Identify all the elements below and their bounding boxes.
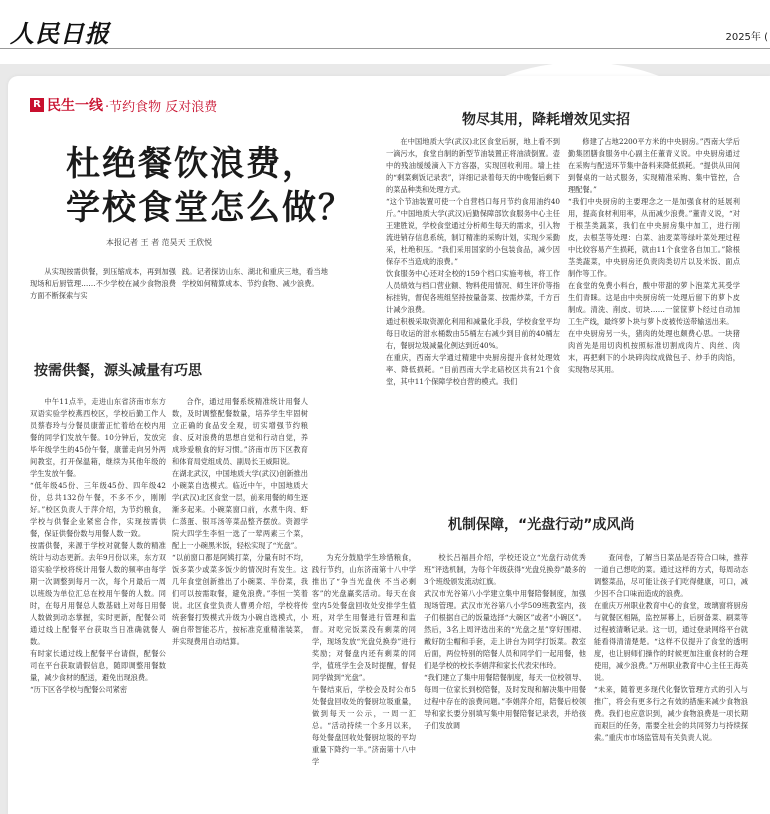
banner-topic: ·节约食物 反对浪费 — [105, 99, 218, 115]
section2-col1: 在中国地质大学(武汉)北区食堂后厨，地上看不到一滴污水，食堂自制的新型节油装置正将油渍倒置。壶中的残油缓缓滴入下方容器，实现回收利用。墙上挂的“剩菜剩饭记录表”，详细记录着每天的中晚餐后剩下的菜品种类和处理方式。 “这个节油装置可使一个自营档口每月节约食用油约40斤。”中国地质大学(武汉)后勤保障部饮食服务中心主任王建胜说，学校食堂通过分析师生每天的需求，引入物流进销存信息系统，制订精准的采购计划，实现少采勤采，杜绝积压。“我们采用国家的小包装食品，减少因保存不当造成的浪费。” 饮食服务中心还对全校的159个档口实施考核，将工作人员绩效与档口营业额、物料使用情况、师生评价等指标挂钩，督促各班组坚持按量备菜、按需炒菜，千方百计减少浪费。 通过积极采取资源化利用和减量化手段，学校食堂平均每日收运的泔水桶数由55桶左右减少到目前的40桶左右，餐厨垃圾减量化例达到近40%。 在重庆，西南大学通过精建中央厨房提升食材处理效率、降低损耗。“目前西南大学北碚校区共有21个食堂，其中11个保障学校自营的模式。我们 — [386, 137, 560, 386]
section1-col3: 为充分鼓励学生珍惜粮食，践行节约，山东济南第十八中学推出了“争当光盘侠 不当必剩客”的光盘赢奖活动。每天在食堂内5处餐盘回收处安排学生值班，对学生用餐进行管理和监督。对吃完饭菜没有剩菜的同学，现场发放“光盘兑换券”进行奖励；对餐盘内还有剩菜的同学，值班学生会及时提醒，督促同学做到“光盘”。 午餐结束后，学校会及时公布5处餐盘回收处的餐厨垃圾重量，做到每天一公示，一周一汇总。“活动持续一个多月以来，每处餐盘回收处餐厨垃圾的平均重量下降约一半。”济南第十八中学 — [312, 553, 416, 766]
section3-col1: 校长吕福昌介绍，学校还设立“光盘行动优秀班”评选机制，为每个年级获得“光盘兑换券”最多的3个班级颁发流动红旗。 武汉市光谷第八小学建立集中用餐陪餐制度，加强现场管理。武汉市光谷第八小学509班教室内，孩子们根据自己的饭量选择“大碗区”或者“小碗区”。然后，3名上周评选出来的“光盘之星”穿好围裙、戴好防尘帽和手套，走上讲台为同学打饭菜。教室后面，两位特别的陪餐人员和同学们一起用餐，他们是学校的校长李娟萍和家长代表宋伟玲。 “我们建立了集中用餐陪餐制度，每天一位校领导、每周一位家长到校陪餐，及时发现和解决集中用餐过程中存在的浪费问题。”李娟萍介绍，陪餐后校领导和家长要分别填写集中用餐陪餐记录表，并给孩子们发放调 — [424, 553, 586, 730]
headline-line1: 杜绝餐饮浪费， — [66, 144, 318, 184]
newspaper-logo: 人民日报 — [10, 19, 110, 48]
issue-date: 2025年 ( — [725, 32, 768, 43]
masthead — [0, 0, 770, 64]
lead-col2: 践。记者探访山东、湖北和重庆三地，看当地学校如何精算成本、节约食物、减少浪费。 — [182, 267, 328, 288]
section2-title: 物尽其用，降耗增效见实招 — [462, 112, 630, 128]
byline: 本报记者 王 者 范昊天 王欣悦 — [106, 238, 213, 247]
section3-col2: 查问卷，了解当日菜品是否符合口味，推荐一道自己想吃的菜。通过这样的方式，每周动态调整菜品，尽可能让孩子们吃得健康，可口，减少因不合口味而造成的浪费。 在重庆万州职业教育中心的食堂，玻璃窗将厨房与就餐区相隔，监控屏幕上，后厨备菜、刷菜等过程被清晰记录。这一切，通过登录网络平台就能看得清清楚楚。“这样不仅提升了食堂的透明度，也让厨师们操作的时候更加注重食材的合理使用，减少浪费。”万州职业教育中心主任王海英说。 “未来，随着更多现代化餐饮管理方式的引入与推广，将会有更多行之有效的措施来减少食物浪费。我们也应意识到，减少食物浪费是一项长期而艰巨的任务，需要全社会的共同努力与持续探索。”重庆市市场监管局有关负责人说。 — [594, 553, 748, 742]
section1-col2: 合作，通过用餐系统精准统计用餐人数，及时调整配餐数量，培养学生牢固树立正确的食品安全观，切实增强节约粮食、反对浪费的思想自觉和行动自觉，养成珍爱粮食的好习惯。”济南市历下区教育和体育局党组成员、副局长王威阳说。 在湖北武汉，中国地质大学(武汉)创新推出小碗菜自选模式。临近中午，中国地质大学(武汉)北区食堂一层，前来用餐的师生逐渐多起来。小碗菜窗口前，水煮牛肉、虾仁蒸蛋、银耳汤等菜品整齐摆放。资源学院大四学生李恒一选了一荤两素三个菜，配上一小碗黑米饭，轻松实现了“光盘”。 “以前窗口都是阿姨打菜，分量有时不均，饭多菜少或菜多饭少的情况时有发生。这几年食堂创新推出了小碗菜、半份菜，我们可以按需取餐，避免浪费。”李恒一笑着说。北区食堂负责人曹勇介绍，学校将传统套餐打毁模式升级为小碗自选模式，小碗自带智能芯片，按标准克重精准装菜，并实现费用自动结算。 — [172, 397, 308, 646]
section3-title: 机制保障，“光盘行动”成风尚 — [448, 517, 635, 533]
section1-col1: 中午11点半，走进山东省济南市东方双语实验学校燕西校区，学校后勤工作人员蔡春玲与分餐员康蕾正忙着给在校内用餐的同学们发放午餐。10分钟后，发放完毕年级学生的45份午餐，康蕾走向另外两间教室，打开保温箱，继续为其他年级的学生发放午餐。 “低年级45份、三年级45份、四年级42份，总共132份午餐，不多不少，刚刚好。”校区负责人于萍介绍，为节约粮食，学校与供餐企业紧密合作，实现按需供餐，保证供餐份数与用餐人数一致。 按需供餐，来源于学校对就餐人数的精准统计与动态更新。去年9月份以来，东方双语实验学校将统计用餐人数的频率由每学期一次调整到每月一次，每个月最后一周以班级为单位汇总在校用午餐的人数。同时，在每月用餐总人数基础上对每日用餐人数做到动态掌握，实时更新，配餐公司通过线上配餐平台获取当日准确就餐人数。 有时家长通过线上配餐平台请假，配餐公司在平台获取请假信息，随即调整用餐数量，减少食材的配送，避免出现浪费。 “历下区各学校与配餐公司紧密 — [30, 397, 166, 694]
rmrb-badge-icon: R — [30, 98, 44, 112]
section1-title: 按需供餐，源头减量有巧思 — [34, 363, 202, 379]
lead-col1: 从实现按需供餐，到压缩成本，再到加强现场和后厨管理……不少学校在减少食物浪费方面不断探索与实 — [30, 267, 176, 300]
headline-line2: 学校食堂怎么做？ — [66, 188, 354, 228]
masthead-rule — [0, 48, 770, 49]
banner-series: 民生一线 — [47, 98, 103, 114]
section2-col2: 修建了占地2200平方米的中央厨房。”西南大学后勤集团膳食服务中心副主任董青义说。中央厨房通过在采购与配送环节集中备料来降低损耗。“提供从田间到餐桌的一站式服务，实现精准采购、集中管控，合理配餐。” “我们中央厨房的主要理念之一是加强食材的延展利用，提高食材利用率，从而减少浪费。”董青义说，“对于根茎类蔬菜，我们在中央厨房集中加工，进行削皮，去根茎等处理：白菜、油麦菜等绿叶菜处理过程中比较容易产生损耗，就由11个食堂各自加工。”除根茎类蔬菜，中央厨房还负责肉类切片以及米饭、面点制作等工作。 在食堂的免费小料台，酸中带甜的萝卜泡菜尤其受学生们青睐。这是由中央厨房统一处理后留下的萝卜皮制成。清洗、削皮、切块……一筐筐萝卜经过自动加工生产线，最终萝卜块与萝卜皮被传送带输送出来。 在中央厨房另一头，猪肉的处理也颇费心思。一块猪肉首先是用切肉机按照标准切割成肉片、肉丝、肉末，再把剩下的小块碎肉纹成做包子、炒手的肉馅，实现物尽其用。 — [568, 137, 740, 374]
column-banner — [30, 96, 217, 114]
